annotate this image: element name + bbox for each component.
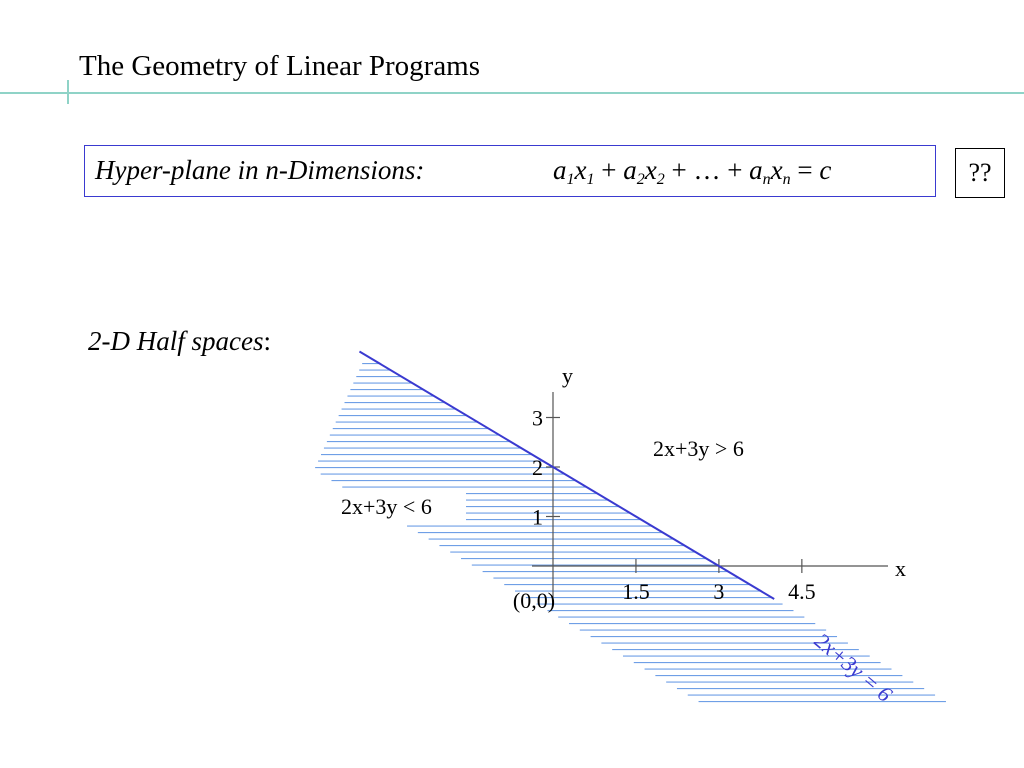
unknown-box: ?? <box>955 148 1005 198</box>
half-spaces-label: 2-D Half spaces <box>88 326 264 356</box>
hyperplane-equation: $a_1x_1 + a_2x_2$ + … + $a_nx_n = c$ <box>553 155 832 188</box>
y-tick-label: 1 <box>532 504 543 530</box>
x-tick-label: 1.5 <box>622 579 650 604</box>
slide-title: The Geometry of Linear Programs <box>79 50 481 82</box>
axes <box>532 392 888 604</box>
y-tick-label: 2 <box>532 455 543 480</box>
y-tick-label: 3 <box>532 405 543 431</box>
x-axis-label: x <box>895 556 906 581</box>
region-label-below: 2x+3y < 6 <box>341 494 432 519</box>
origin-label: (0,0) <box>512 588 556 613</box>
y-axis-label: y <box>562 363 573 388</box>
x-tick-label: 3 <box>713 579 725 604</box>
hyperplane-label: Hyper-plane in n-Dimensions: <box>95 155 425 185</box>
boundary-line <box>359 352 774 599</box>
x-tick-label: 4.5 <box>788 579 816 604</box>
boundary-equation-label: 2x+3y = 6 <box>809 627 898 707</box>
region-label-above: 2x+3y > 6 <box>653 436 744 461</box>
half-spaces-heading: 2-D Half spaces: <box>88 326 271 356</box>
